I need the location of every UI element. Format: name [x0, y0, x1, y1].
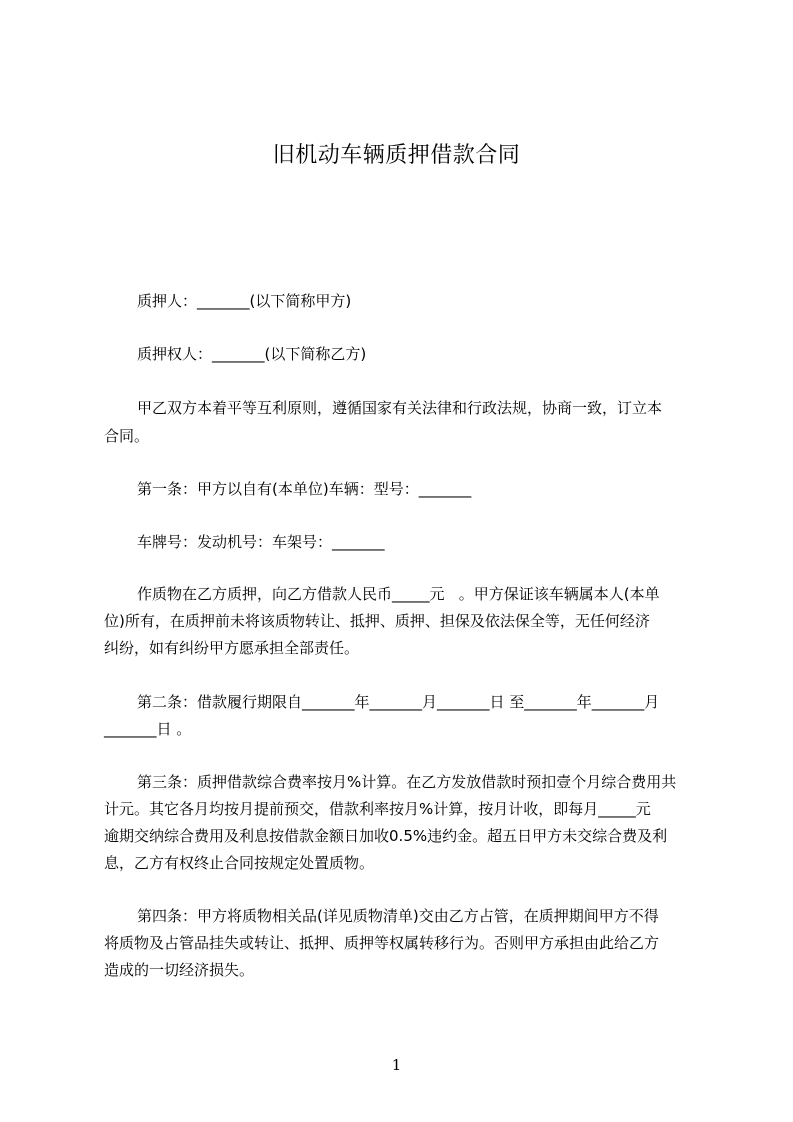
pledgee-line: 质押权人：_______(以下简称乙方) — [137, 345, 367, 363]
article1-line-2: 车牌号：发动机号：车架号：_______ — [137, 533, 385, 551]
article3-line-3: 逾期交纳综合费用及利息按借款金额日加收0.5%违约金。超五日甲方未交综合费及利 — [104, 827, 668, 845]
article3-line-1: 第三条：质押借款综合费率按月%计算。在乙方发放借款时预扣壹个月综合费用共 — [137, 773, 677, 791]
article1-cont-line-3: 纠纷，如有纠纷甲方愿承担全部责任。 — [104, 639, 360, 657]
article3-line-4: 息，乙方有权终止合同按规定处置质物。 — [104, 854, 375, 872]
article4-line-1: 第四条：甲方将质物相关品(详见质物清单)交由乙方占管，在质押期间甲方不得 — [137, 907, 659, 925]
article1-line-1: 第一条：甲方以自有(本单位)车辆：型号：_______ — [137, 480, 472, 498]
article4-line-2: 将质物及占管品挂失或转让、抵押、质押等权属转移行为。否则甲方承担由此给乙方 — [104, 934, 660, 952]
article4-line-3: 造成的一切经济损失。 — [104, 961, 255, 979]
page-number: 1 — [391, 1056, 402, 1074]
article2-line-2: _______日 。 — [104, 720, 192, 738]
preamble-line-1: 甲乙双方本着平等互利原则，遵循国家有关法律和行政法规，协商一致，订立本 — [137, 399, 663, 417]
article2-line-1: 第二条：借款履行期限自_______年_______月_______日 至_______年_______月 — [137, 693, 660, 711]
article1-cont-line-1: 作质物在乙方质押，向乙方借款人民币_____元 。甲方保证该车辆属本人(本单 — [137, 585, 660, 603]
document-title: 旧机动车辆质押借款合同 — [272, 143, 521, 168]
article1-cont-line-2: 位)所有，在质押前未将该质物转让、抵押、质押、担保及依法保全等，无任何经济 — [104, 612, 650, 630]
pledgor-line: 质押人：_______(以下简称甲方) — [137, 292, 352, 310]
preamble-line-2: 合同。 — [104, 427, 150, 445]
article3-line-2: 计元。其它各月均按月提前预交，借款利率按月%计算，按月计收，即每月_____元 — [104, 800, 651, 818]
